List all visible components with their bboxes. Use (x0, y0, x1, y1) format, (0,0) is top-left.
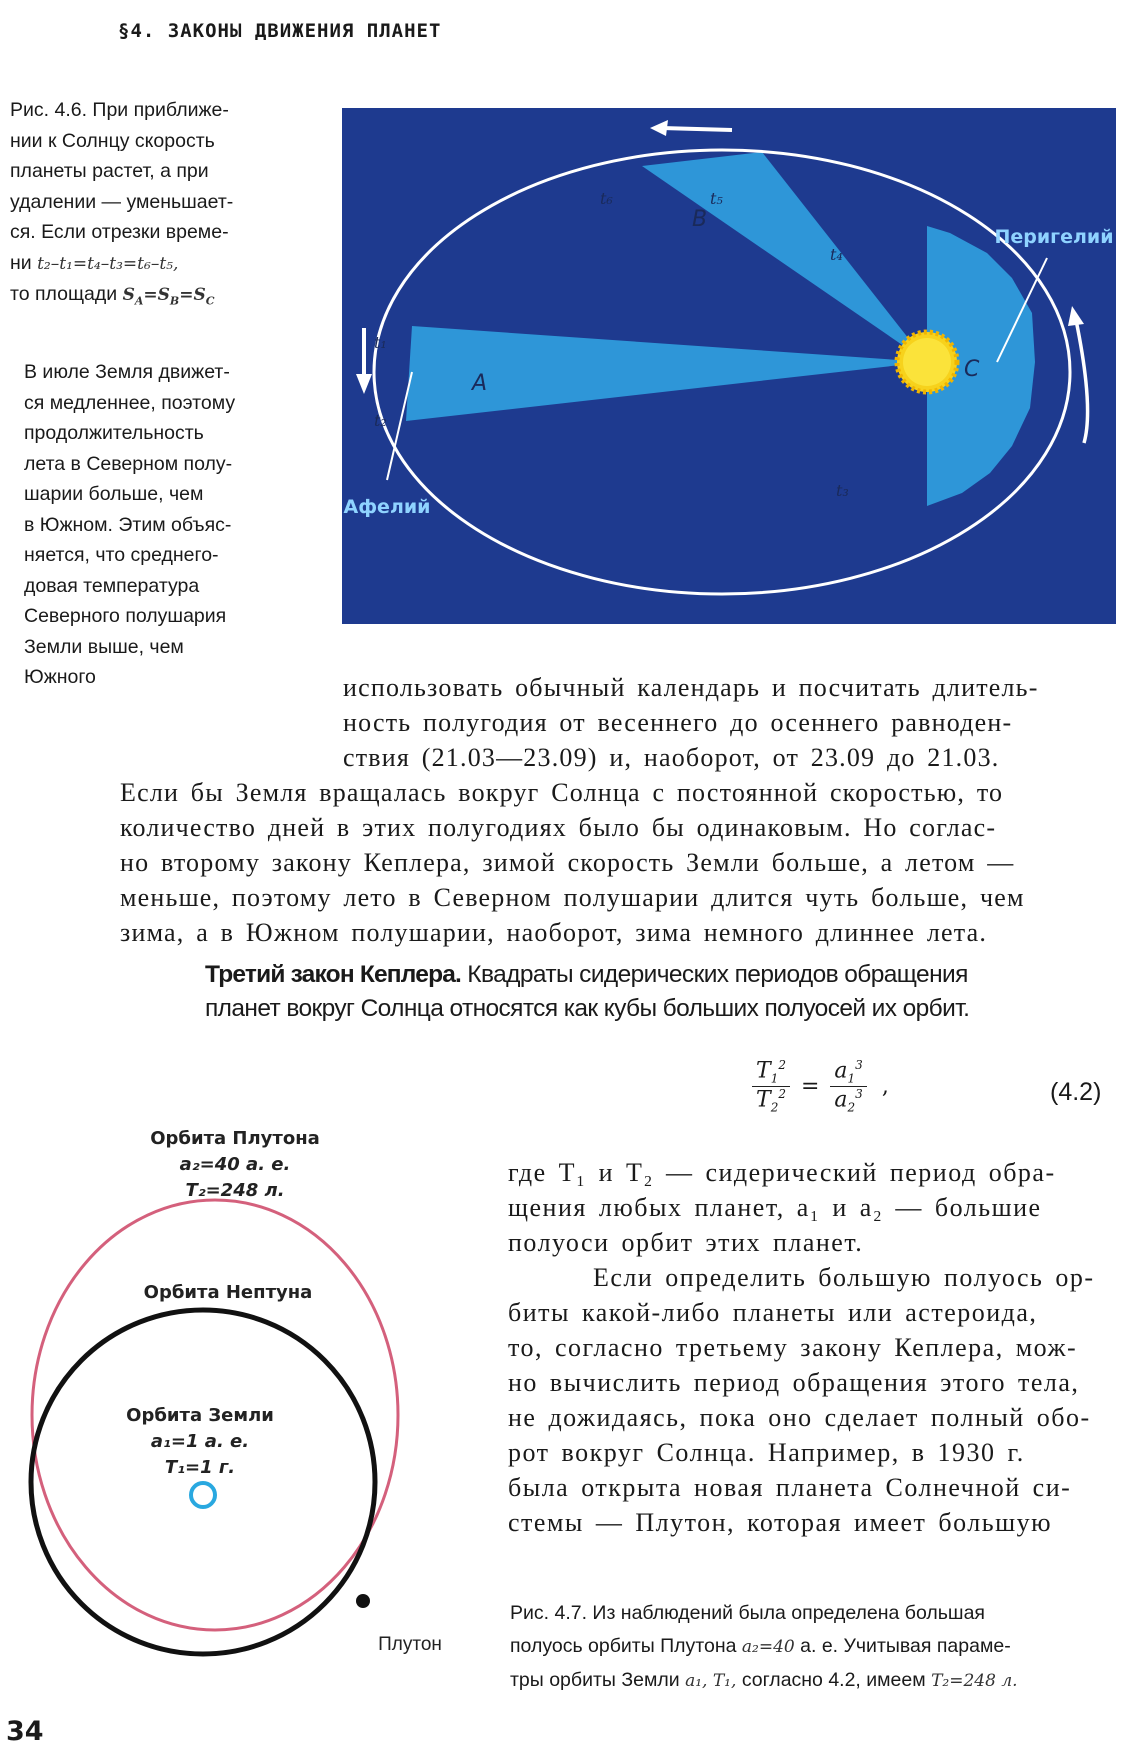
orbits-diagram (0, 1120, 500, 1660)
body-line: не дожидаясь, пока оно сделает полный обо- (508, 1403, 1091, 1432)
body-line: была открыта новая планета Солнечной си- (508, 1473, 1072, 1502)
caption-line: Рис. 4.6. При приближе- (10, 99, 229, 121)
running-header: §4. ЗАКОНЫ ДВИЖЕНИЯ ПЛАНЕТ (118, 20, 442, 42)
t6-label: t₆ (600, 189, 613, 208)
area-b-label: B (692, 207, 708, 232)
body-line: меньше, поэтому лето в Северном полушарии длится чуть больше, чем (120, 883, 1025, 912)
t3-label: t₃ (836, 481, 849, 500)
caption-line: полуось орбиты Плутона a₂=40 а. е. Учитывая параме- (510, 1635, 1011, 1657)
body-line: Если бы Земля вращалась вокруг Солнца с постоянной скоростью, то (120, 778, 1004, 807)
t2-label: t₂ (374, 411, 387, 430)
t1-label: t₁ (374, 333, 387, 352)
caption-line: удалении — уменьшает- (10, 190, 234, 213)
t4-label: t₄ (830, 245, 843, 264)
caption-line: тры орбиты Земли a₁, T₁, согласно 4.2, имеем T₂=248 л. (510, 1669, 1018, 1691)
diagram-background (0, 1120, 500, 1660)
body-line: стемы — Плутон, которая имеет большую (508, 1508, 1053, 1537)
body-line: полуоси орбит этих планет. (508, 1228, 864, 1257)
caption-area-formula: $S_A=S_B=S_C$ (122, 285, 215, 308)
body-line: где T₁ и T₂ — сидерический период обра- (508, 1158, 1056, 1187)
earth-orbit-title: Орбита Земли (126, 1405, 274, 1426)
body-line: зима, а в Южном полушарии, наоборот, зима немного длиннее лета. (120, 918, 988, 947)
body-paragraph-1a (343, 670, 1113, 775)
body-paragraph-2 (508, 1155, 1113, 1540)
caption-line: ни t₂–t₁=t₄–t₃=t₆–t₅, (10, 251, 179, 274)
side-note-line: Северного полушария (24, 605, 227, 627)
side-note-line: довая температура (24, 574, 200, 597)
side-note-line: няется, что среднего- (24, 544, 219, 566)
side-note (24, 357, 294, 693)
body-line: то, согласно третьему закону Кеплера, мож- (508, 1333, 1078, 1362)
caption-line: нии к Солнцу скорость (10, 129, 215, 152)
body-line: рот вокруг Солнца. Например, в 1930 г. (508, 1438, 1025, 1467)
caption-line: ся. Если отрезки време- (10, 221, 229, 243)
caption-line: то площади $S_A=S_B=S_C$ (10, 283, 215, 308)
fig-4-7-caption (510, 1597, 1120, 1698)
body-line: использовать обычный календарь и посчитать длитель- (343, 673, 1039, 702)
kepler-third-law (205, 958, 1120, 1026)
pluto-orbit-title: Орбита Плутона (150, 1128, 320, 1149)
page-number: 34 (6, 1716, 44, 1747)
law-title: Третий закон Кеплера. (205, 961, 462, 988)
side-note-line: шарии больше, чем (24, 483, 204, 505)
t5-label: t₅ (710, 189, 723, 208)
equation-number: (4.2) (1050, 1078, 1102, 1106)
aphelion-label: Афелий (343, 496, 431, 518)
pluto-dot (356, 1594, 370, 1608)
pluto-period: T₂=248 л. (185, 1180, 285, 1201)
fig-4-6-caption (10, 95, 285, 317)
body-line: ность полугодия от весеннего до осеннего равноден- (343, 708, 1013, 737)
side-note-line: Южного (24, 666, 96, 688)
side-note-line: в Южном. Этим объяс- (24, 513, 232, 536)
side-note-line: ся медленнее, поэтому (24, 391, 236, 414)
direction-arrow-top (662, 128, 732, 130)
body-line: Если определить большую полуось ор- (593, 1263, 1095, 1292)
caption-line: планеты растет, а при (10, 160, 209, 182)
pluto-label: Плутон (378, 1634, 442, 1655)
earth-period: T₁=1 г. (164, 1457, 236, 1478)
body-paragraph-1b (120, 775, 1113, 950)
neptune-orbit-title: Орбита Нептуна (143, 1282, 313, 1303)
body-line: ствия (21.03—23.09) и, наоборот, от 23.09 до 21.03. (343, 743, 1000, 772)
equation-4-2: $\frac{T_1^2}{T_2^2}$ = $\frac{a_1^3}{a_2^3}$ , (752, 1058, 889, 1114)
kepler-second-law-diagram (342, 108, 1116, 624)
caption-time-formula: t₂–t₁=t₄–t₃=t₆–t₅, (37, 253, 179, 274)
area-c-label: C (964, 357, 980, 382)
body-line: биты какой-либо планеты или астероида, (508, 1298, 1038, 1327)
earth-semimajor-axis: a₁=1 а. е. (150, 1431, 250, 1452)
side-note-line: продолжительность (24, 422, 204, 444)
side-note-line: лета в Северном полу- (24, 452, 233, 475)
law-line: планет вокруг Солнца относятся как кубы больших полуосей их орбит. (205, 995, 970, 1022)
sun-icon (897, 332, 957, 392)
pluto-semimajor-axis: a₂=40 а. е. (179, 1154, 291, 1175)
body-line: но второму закону Кеплера, зимой скорость Земли больше, а летом — (120, 848, 1015, 877)
body-line: количество дней в этих полугодиях было бы одинаковым. Но соглас- (120, 813, 997, 842)
perihelion-label: Перигелий (994, 226, 1114, 248)
area-a-label: A (472, 371, 488, 396)
body-line: но вычислить период обращения этого тела, (508, 1368, 1080, 1397)
side-note-line: Земли выше, чем (24, 635, 184, 658)
side-note-line: В июле Земля движет- (24, 361, 230, 383)
caption-line: Рис. 4.7. Из наблюдений была определена большая (510, 1602, 985, 1624)
body-line: щения любых планет, a₁ и a₂ — большие (508, 1193, 1042, 1222)
law-line: Третий закон Кеплера. Квадраты сидерических периодов обращения (205, 961, 968, 988)
